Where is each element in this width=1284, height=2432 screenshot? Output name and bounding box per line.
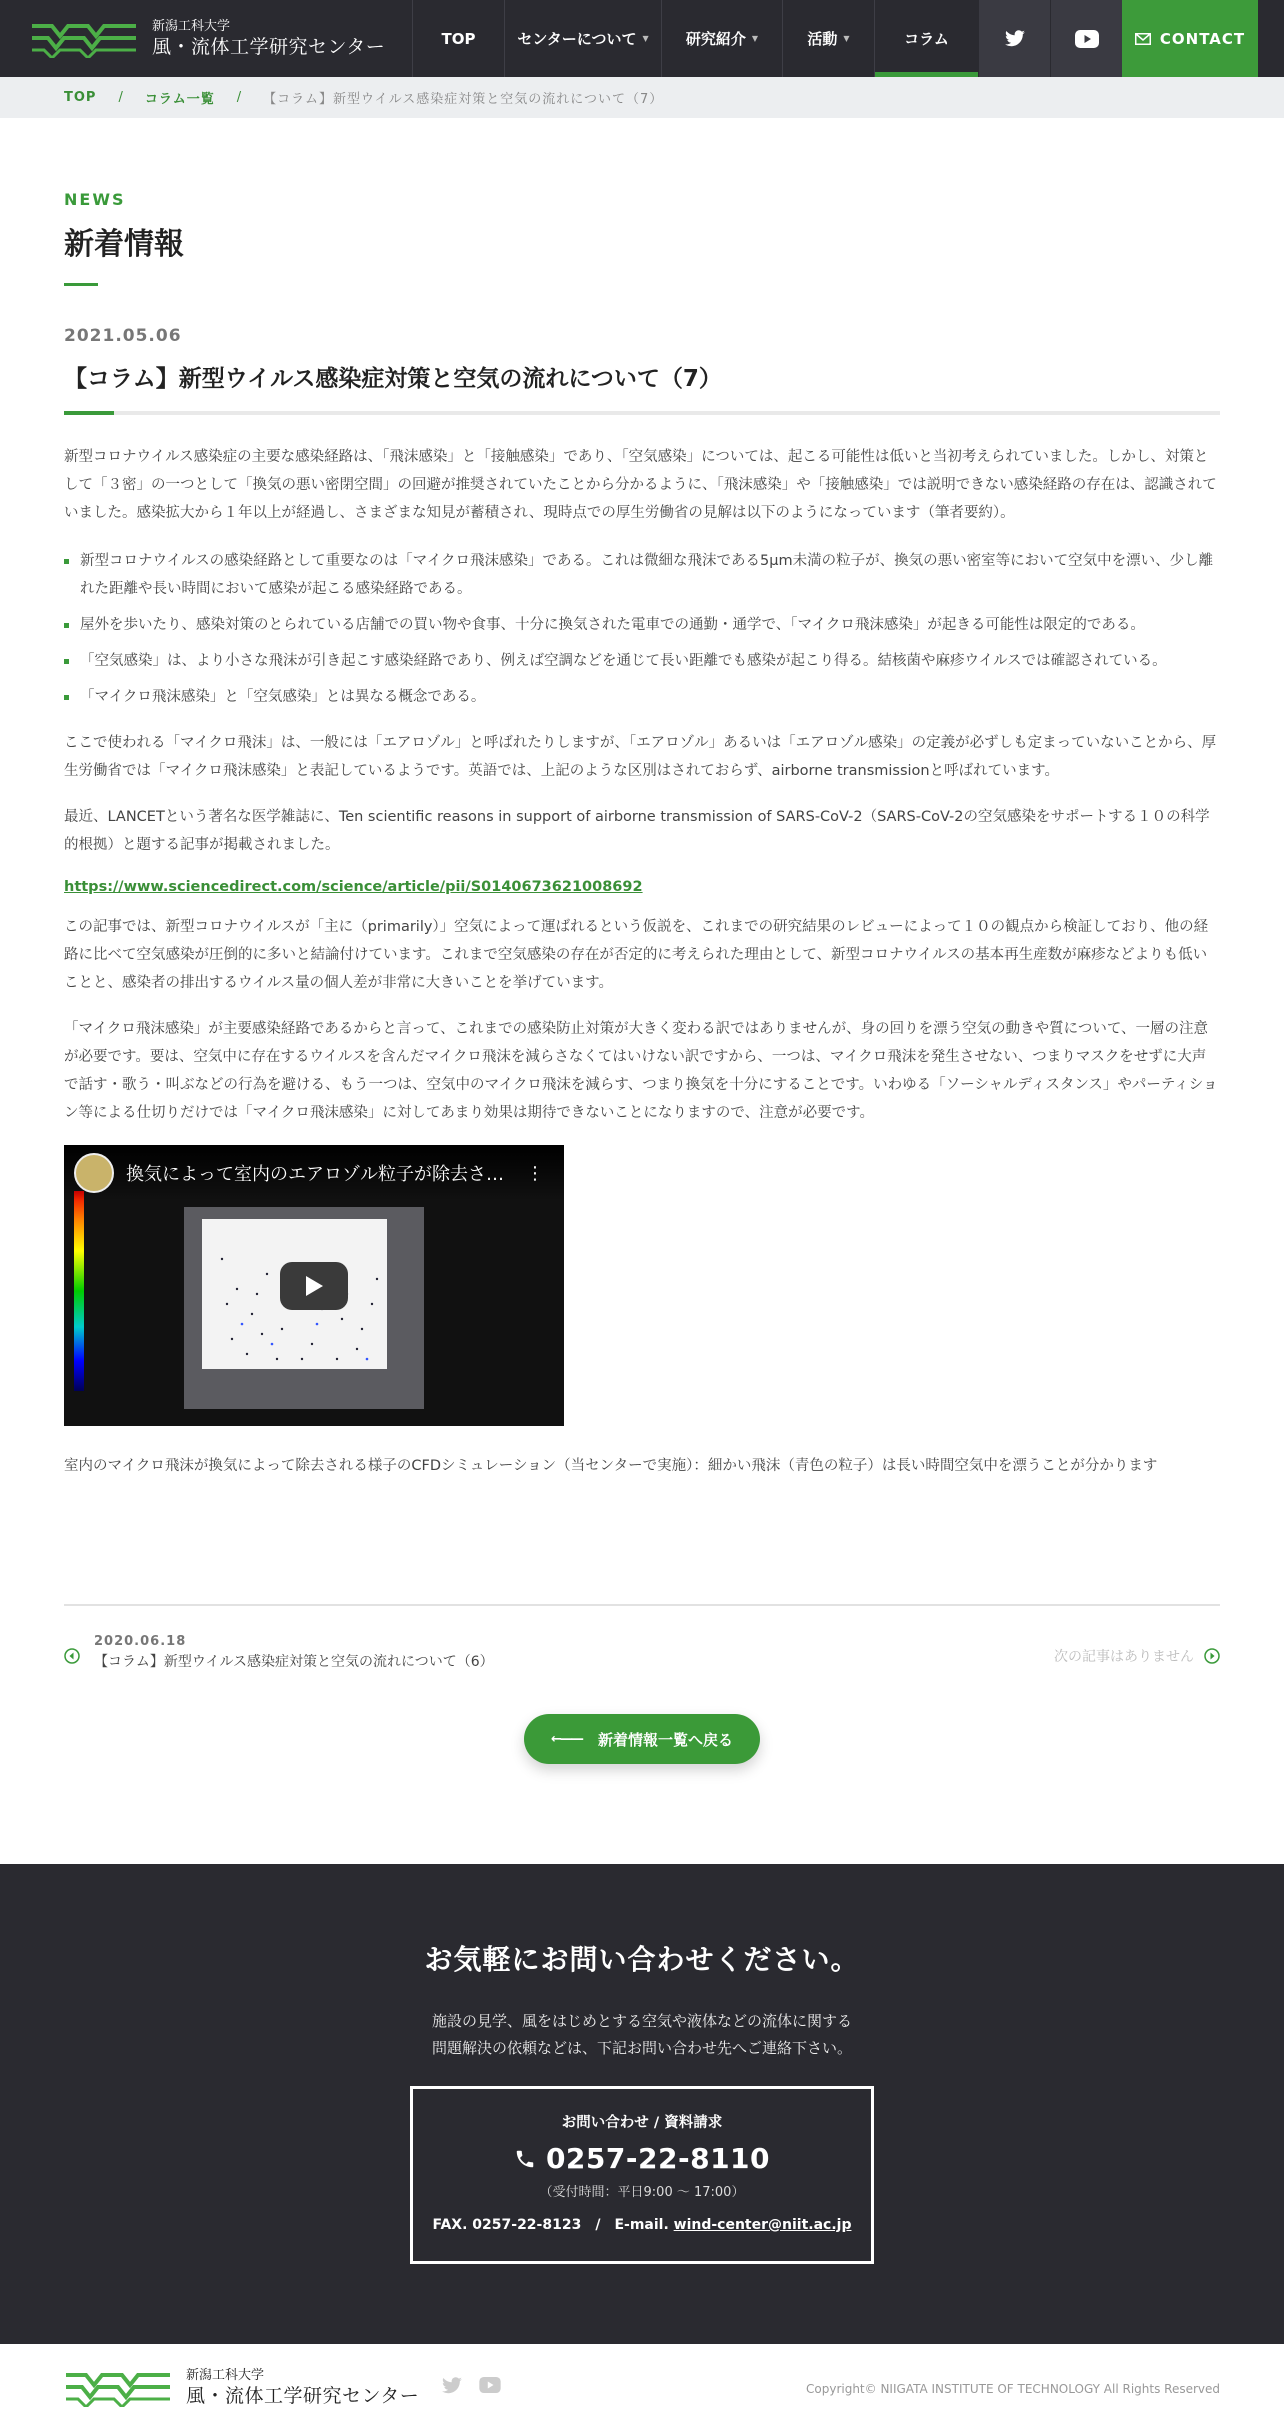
- footer-logo[interactable]: [0, 2368, 419, 2408]
- nav-item-about[interactable]: [504, 0, 661, 77]
- nav-label: 活動: [807, 30, 838, 48]
- logo-text: [152, 19, 385, 59]
- logo-wave-icon: [30, 20, 138, 58]
- email-link[interactable]: wind-center@niit.ac.jp: [673, 2217, 852, 2233]
- contact-desc-line: 施設の見学、風をはじめとする空気や液体などの流体に関する: [431, 2012, 852, 2030]
- contact-info-box: [410, 2086, 874, 2264]
- post-paragraph-intro: 新型コロナウイルス感染症の主要な感染経路は、「飛沫感染」と「接触感染」であり、「空気感染」については、起こる可能性は低いと当初考えられていました。しかし、対策として「３密」の一つとして「換気の悪い密閉空間」の回避が推奨されていたことから分かるように、「飛沫感染」や「接触感染」では説明できない感染経路の存在は、認識されていました。感染拡大から１年以上が経過し、さまざまな知見が蓄積され、現時点での厚生労働省の見解は以下のようになっています（筆者要約）。: [64, 449, 1217, 521]
- article-link[interactable]: https://www.sciencedirect.com/science/article/pii/S0140673621008692: [64, 879, 643, 895]
- video-title[interactable]: 換気によって室内のエアロゾル粒子が除去さ…: [126, 1164, 504, 1185]
- main-nav: [412, 0, 1258, 77]
- fax-email-line: [413, 2214, 871, 2234]
- logo-text: [186, 2368, 419, 2408]
- nav-item-column[interactable]: [874, 0, 978, 77]
- nav-item-research[interactable]: [661, 0, 782, 77]
- caret-down-icon: ▼: [642, 34, 649, 43]
- twitter-icon[interactable]: [441, 2377, 463, 2399]
- page-title: 新着情報: [64, 227, 184, 262]
- twitter-icon: [1004, 30, 1026, 48]
- post-paragraph: 「マイクロ飛沫感染」が主要感染経路であるからと言って、これまでの感染防止対策が大きく変わる訳ではありませんが、身の回りを漂う空気の動きや質について、一層の注意が必要です。要は、空気中に存在するウイルスを含んだマイクロ飛沫を減らさなくてはいけない訳ですから、一つは、マイクロ飛沫を発生させない、つまりマスクをせずに大声で話す・歌う・叫ぶなどの行為を避ける、もう一つは、空気中のマイクロ飛沫を減らす、つまり換気を十分にすることです。いわゆる「ソーシャルディスタンス」やパーティション等による仕切りだけでは「マイクロ飛沫感染」に対してあまり効果は期待できないことになりますので、注意が必要です。: [64, 1021, 1218, 1121]
- site-header: [0, 0, 1284, 77]
- contact-box-label: お問い合わせ / 資料請求: [561, 2115, 723, 2131]
- phone-icon: [514, 2148, 536, 2170]
- list-item: 「マイクロ飛沫感染」と「空気感染」とは異なる概念である。: [64, 683, 1220, 711]
- post-title: 【コラム】新型ウイルス感染症対策と空気の流れについて（7）: [64, 360, 1220, 415]
- next-post-placeholder: [1054, 1646, 1220, 1666]
- nav-label: コラム: [904, 30, 949, 48]
- breadcrumb-column-list[interactable]: コラム一覧: [144, 92, 215, 107]
- caret-down-icon: ▼: [751, 34, 759, 43]
- phone-text: 0257-22-8110: [545, 2142, 771, 2175]
- logo-subtitle: 新潟工科大学: [152, 18, 231, 34]
- breadcrumb-separator: /: [236, 90, 242, 105]
- footer-social-links: [441, 2377, 517, 2399]
- breadcrumb-current: 【コラム】新型ウイルス感染症対策と空気の流れについて（7）: [263, 92, 664, 107]
- logo-title: 風・流体工学研究センター: [152, 35, 386, 58]
- youtube-video-embed[interactable]: [64, 1145, 564, 1426]
- nav-item-activities[interactable]: [782, 0, 874, 77]
- title-underline: [64, 283, 98, 286]
- nav-label: 研究紹介: [685, 30, 746, 48]
- logo-subtitle: 新潟工科大学: [186, 2368, 265, 2383]
- contact-description: [0, 2008, 1284, 2062]
- back-button-label: 新着情報一覧へ戻る: [597, 1730, 733, 1749]
- more-vert-icon[interactable]: ⋮: [526, 1162, 544, 1184]
- colorbar-legend: [74, 1191, 84, 1391]
- mail-icon: [1135, 33, 1151, 45]
- section-label-en: NEWS: [64, 190, 126, 209]
- post-paragraph: 最近、LANCETという著名な医学雑誌に、Ten scientific reasons in support of airborne transmission of SARS-CoV-2（SARS-CoV-2の空気感染をサポートする１０の科学的根拠）と題する記事が掲載されました。: [64, 809, 1210, 853]
- fax-text: FAX. 0257-22-8123 / E-mail.: [432, 2217, 674, 2233]
- arrow-left-circle-icon: [64, 1648, 80, 1664]
- twitter-button[interactable]: [978, 0, 1050, 77]
- play-icon: [304, 1275, 324, 1297]
- youtube-icon: [1075, 30, 1099, 48]
- phone-number[interactable]: [413, 2142, 871, 2175]
- list-item: 「空気感染」は、より小さな飛沫が引き起こす感染経路であり、例えば空調などを通じて長い距離でも感染が起こり得る。結核菌や麻疹ウイルスでは確認されている。: [64, 647, 1220, 675]
- list-item: 屋外を歩いたり、感染対策のとられている店舗での買い物や食事、十分に換気された電車での通勤・通学で、「マイクロ飛沫感染」が起きる可能性は限定的である。: [64, 611, 1220, 639]
- contact-button[interactable]: [1122, 0, 1258, 77]
- arrow-right-circle-icon: [1204, 1648, 1220, 1664]
- breadcrumb-top[interactable]: TOP: [64, 90, 97, 105]
- breadcrumb: [0, 77, 1284, 118]
- breadcrumb-separator: /: [118, 90, 123, 105]
- youtube-button[interactable]: [1050, 0, 1122, 77]
- list-item: 新型コロナウイルスの感染経路として重要なのは「マイクロ飛沫感染」である。これは微細な飛沫である5μm未満の粒子が、換気の悪い密室等において空気中を漂い、少し離れた距離や長い時間において感染が起こる感染経路である。: [64, 547, 1220, 603]
- prev-post-title: 【コラム】新型ウイルス感染症対策と空気の流れについて（6）: [94, 1654, 494, 1670]
- caret-down-icon: ▼: [843, 34, 850, 43]
- back-to-news-button[interactable]: [524, 1714, 760, 1764]
- nav-item-top[interactable]: [412, 0, 504, 77]
- nav-label: TOP: [441, 29, 476, 48]
- long-arrow-left-icon: ←——: [551, 1731, 582, 1747]
- video-title-bar: [64, 1145, 564, 1201]
- post-date: 2021.05.06: [64, 326, 182, 346]
- business-hours: （受付時間：平日9:00 〜 17:00）: [539, 2185, 745, 2200]
- contact-desc-line: 問題解決の依頼などは、下記お問い合わせ先へご連絡下さい。: [431, 2039, 852, 2057]
- site-footer: [0, 2344, 1284, 2432]
- contact-section: [0, 1864, 1284, 2344]
- next-post-label: 次の記事はありません: [1054, 1649, 1194, 1665]
- post-pager: [64, 1604, 1220, 1684]
- post-paragraph: ここで使われる「マイクロ飛沫」は、一般には「エアロゾル」と呼ばれたりしますが、「エアロゾル」あるいは「エアロゾル感染」の定義が必ずしも定まっていないことから、厚生労働省では「マイクロ飛沫感染」と表記しているようです。英語では、上記のような区別はされておらず、airborne transmissionと呼ばれています。: [64, 735, 1217, 779]
- video-caption: 室内のマイクロ飛沫が換気によって除去される様子のCFDシミュレーション（当センターで実施）：細かい飛沫（青色の粒子）は長い時間空気中を漂うことが分かります: [64, 1458, 1158, 1474]
- logo-wave-icon: [64, 2369, 172, 2407]
- play-button[interactable]: [280, 1262, 348, 1310]
- post-paragraph: この記事では、新型コロナウイルスが「主に（primarily）」空気によって運ばれるという仮説を、これまでの研究結果のレビューによって１０の観点から検証しており、他の経路に比べて空気感染が圧倒的に多いと結論付けています。これまで空気感染の存在が否定的に考えられた理由として、新型コロナウイルスの基本再生産数が麻疹などよりも低いことと、感染者の排出するウイルス量の個人差が非常に大きいことを挙げています。: [64, 919, 1209, 991]
- site-logo[interactable]: [0, 0, 412, 77]
- bullet-list: [64, 547, 1220, 711]
- nav-label: センターについて: [517, 30, 637, 48]
- logo-title: 風・流体工学研究センター: [186, 2385, 420, 2407]
- channel-avatar[interactable]: [74, 1153, 114, 1193]
- youtube-icon[interactable]: [479, 2377, 501, 2399]
- contact-heading: お気軽にお問い合わせください。: [424, 1943, 860, 1976]
- copyright: Copyright© NIIGATA INSTITUTE OF TECHNOLOGY All Rights Reserved: [806, 2382, 1220, 2396]
- prev-post-link[interactable]: [64, 1634, 494, 1671]
- prev-post-date: 2020.06.18: [94, 1634, 187, 1649]
- prev-post-text: [94, 1634, 494, 1671]
- contact-label: CONTACT: [1159, 29, 1246, 48]
- main-content: [64, 190, 1220, 1475]
